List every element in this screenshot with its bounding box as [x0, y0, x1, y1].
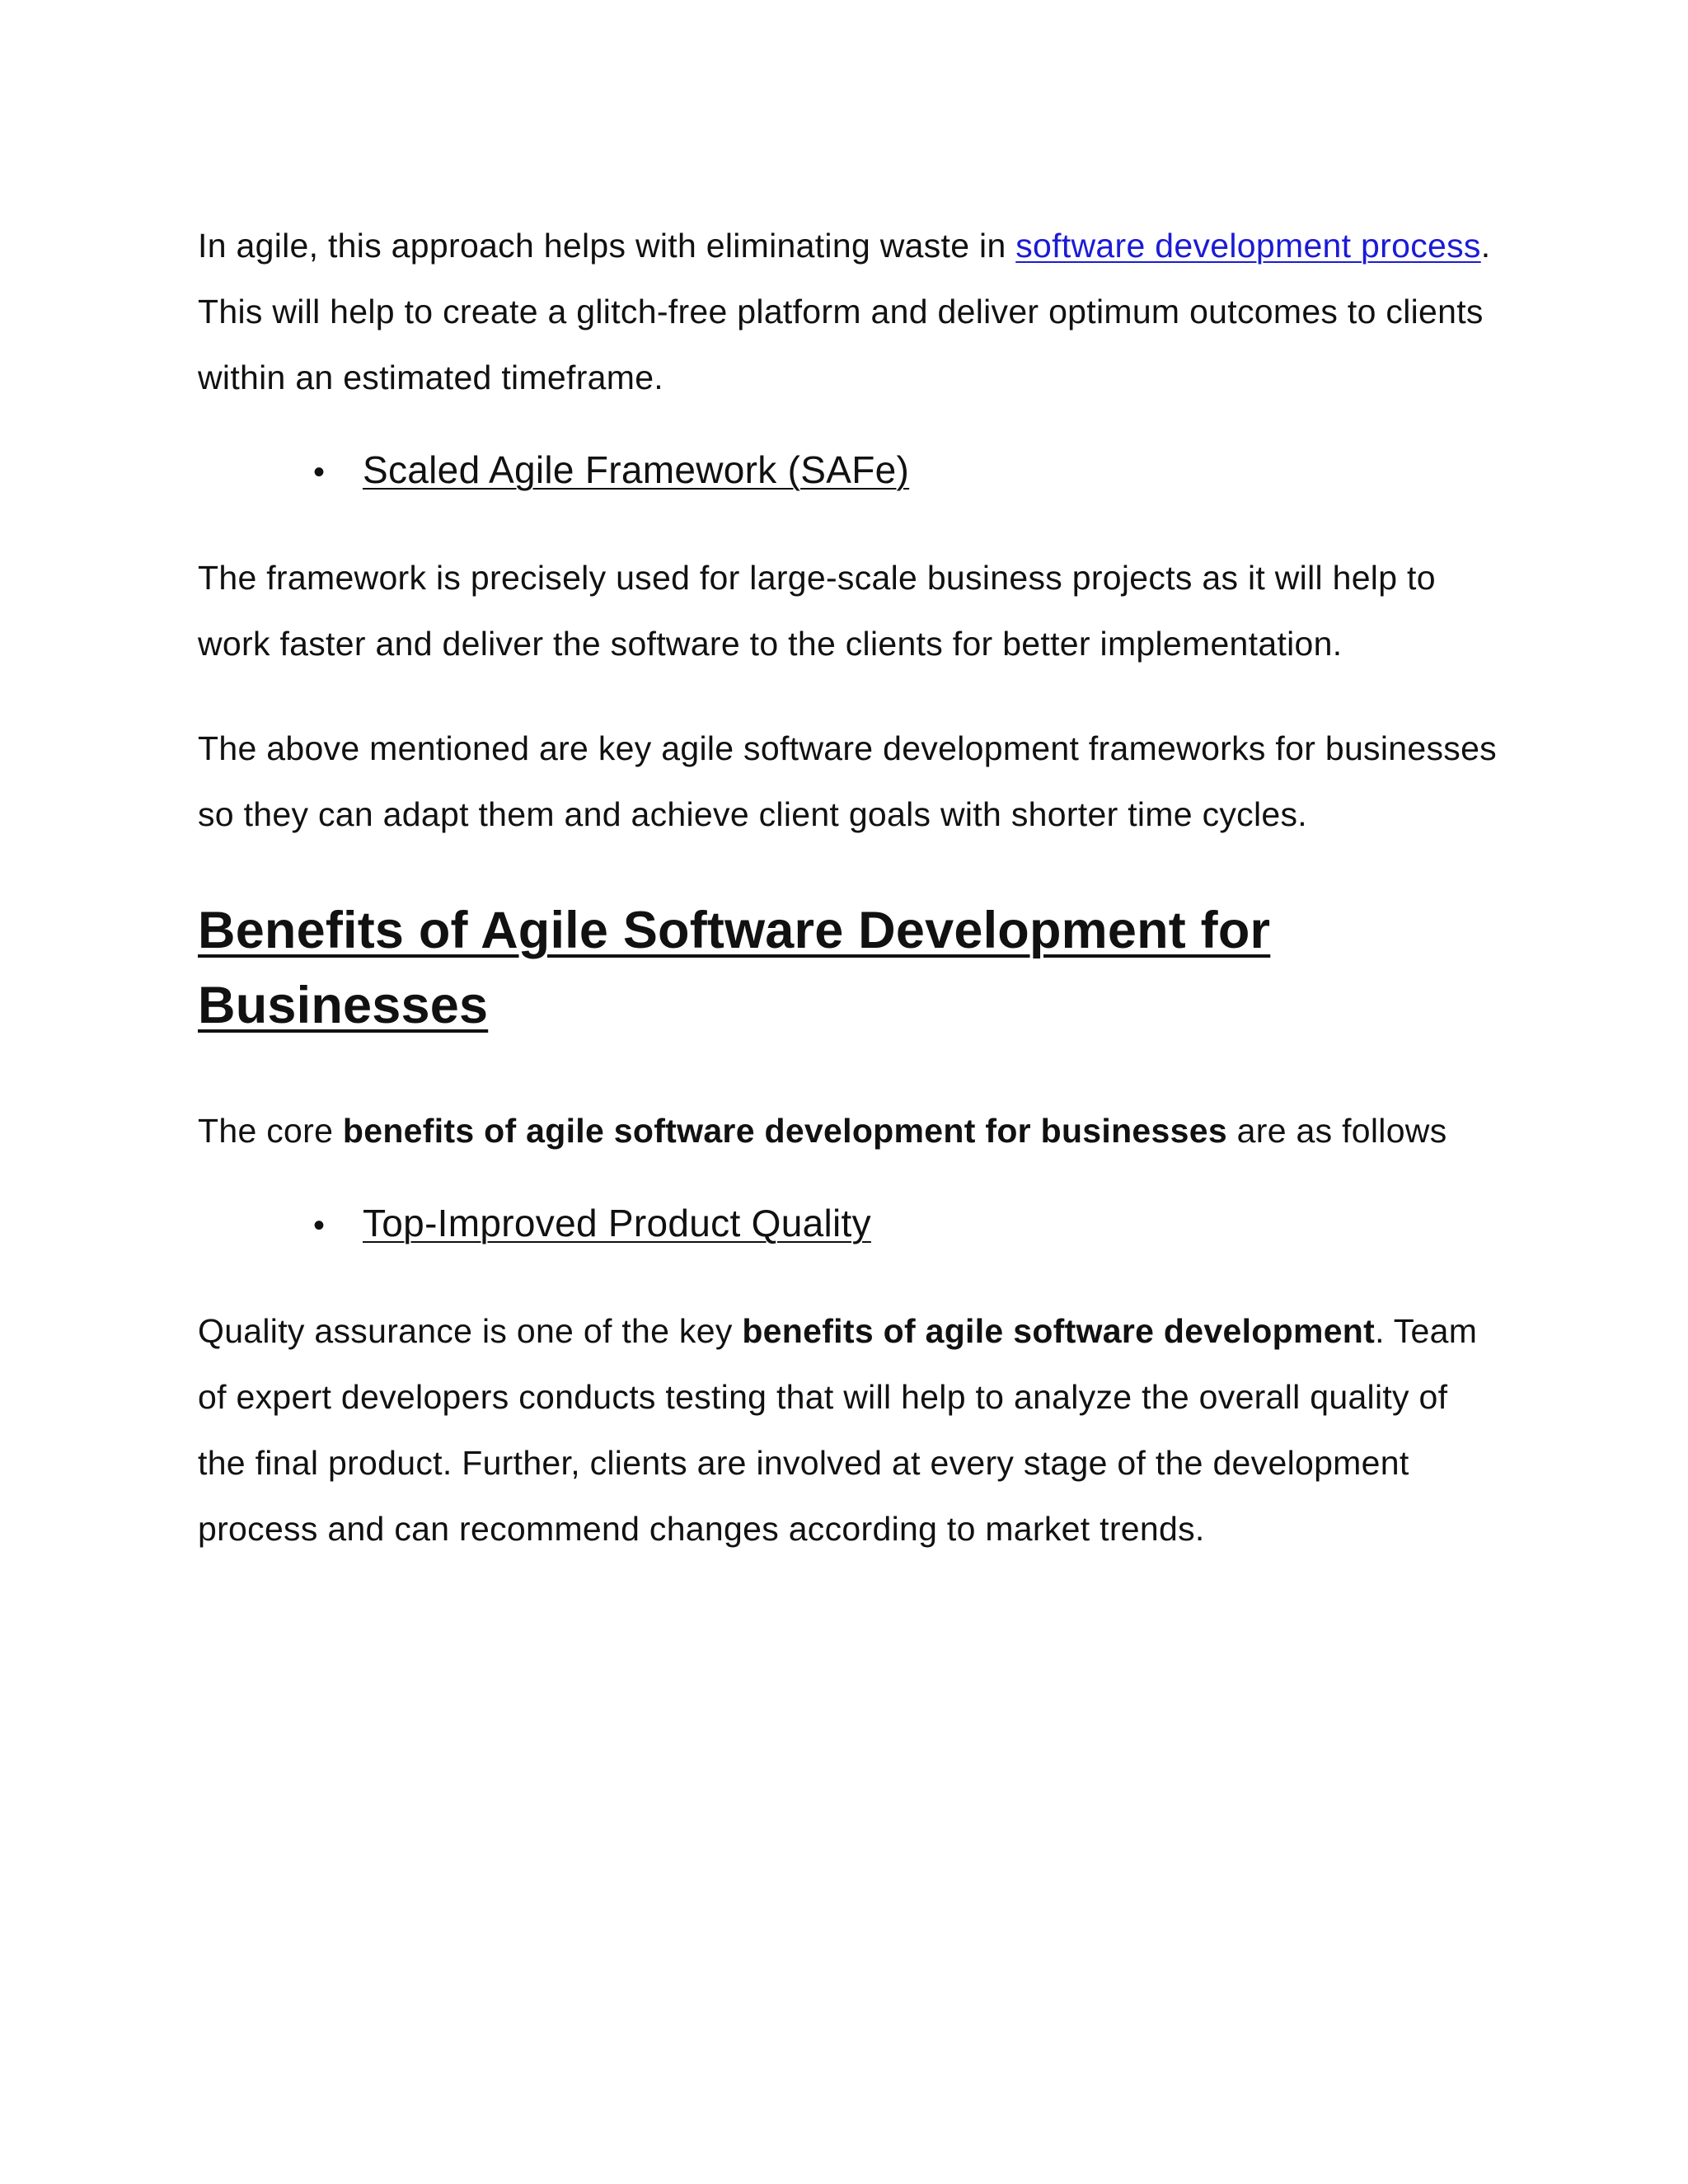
paragraph-text: . Team of expert developers conducts testing that will help to analyze the overall quality of the final product. Further, clients are involved at every stage of the development process and can recommend changes according to market trends. — [198, 1312, 1478, 1548]
paragraph-waste-elimination — [198, 213, 1500, 410]
paragraph-text: Quality assurance is one of the key — [198, 1312, 743, 1350]
bullet-label: Top-Improved Product Quality — [363, 1202, 871, 1244]
paragraph-safe-description: The framework is precisely used for large-scale business projects as it will help to work faster and deliver the software to the clients for better implementation. — [198, 559, 1436, 663]
bullet-icon: • — [313, 454, 326, 490]
bullet-icon: • — [313, 1207, 326, 1244]
bold-phrase: benefits of agile software development for businesses — [342, 1112, 1227, 1150]
section-heading: Benefits of Agile Software Development for Businesses — [198, 902, 1271, 1034]
bullet-item-product-quality — [198, 1190, 1500, 1258]
software-development-process-link[interactable]: software development process — [1015, 227, 1481, 265]
paragraph-text: The core — [198, 1112, 343, 1150]
bullet-label: Scaled Agile Framework (SAFe) — [363, 448, 910, 491]
paragraph-frameworks-summary: The above mentioned are key agile software development frameworks for businesses so they can adapt them and achieve client goals with shorter time cycles. — [198, 729, 1497, 833]
paragraph-text: . This will help to create a glitch-free platform and deliver optimum outcomes to clients within an estimated timeframe. — [198, 227, 1491, 396]
bold-phrase: benefits of agile software development — [742, 1312, 1376, 1350]
bullet-item-safe — [198, 437, 1500, 505]
paragraph-quality-assurance — [198, 1298, 1500, 1562]
paragraph-text: In agile, this approach helps with eliminating waste in — [198, 227, 1016, 265]
paragraph-text: are as follows — [1226, 1112, 1447, 1150]
paragraph-core-benefits — [198, 1098, 1500, 1164]
document-page — [198, 213, 1500, 1562]
